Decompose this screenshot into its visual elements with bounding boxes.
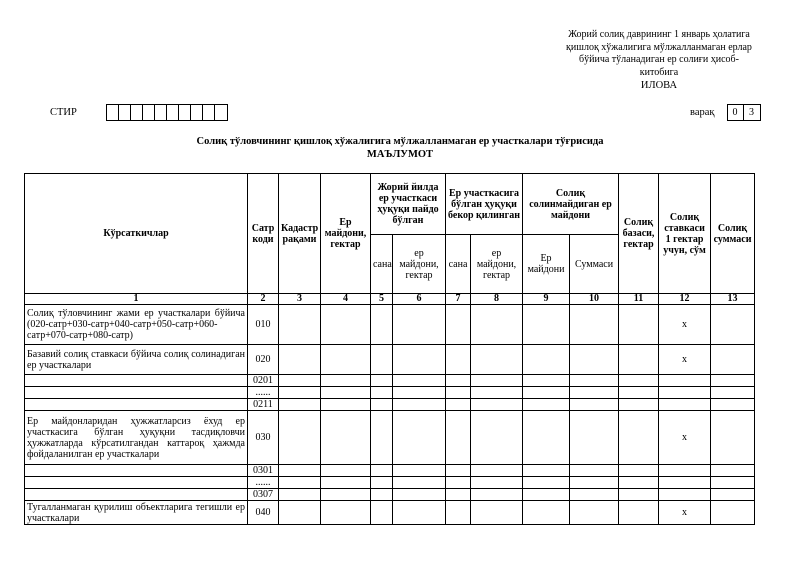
tax-rate-cell[interactable] — [659, 489, 711, 501]
data-cell[interactable] — [393, 465, 446, 477]
row-line-code: 040 — [248, 501, 279, 525]
data-cell[interactable] — [446, 411, 471, 465]
header-tax-base: Солиқ базаси, гектар — [619, 174, 659, 294]
data-cell[interactable] — [446, 345, 471, 375]
stir-digit-boxes[interactable] — [106, 104, 228, 121]
data-cell[interactable] — [570, 399, 619, 411]
title-line-1: Солиқ тўловчининг қишлоқ хўжалигига мўлжалланмаган ер участкалари тўғрисида — [196, 136, 604, 147]
data-cell[interactable] — [523, 501, 570, 525]
data-cell[interactable] — [619, 501, 659, 525]
data-cell[interactable] — [279, 375, 321, 387]
row-description: Тугалланмаган қурилиш объектларига тегишли ер участкалари — [25, 501, 248, 525]
data-cell[interactable] — [711, 375, 755, 387]
data-cell[interactable] — [711, 465, 755, 477]
data-cell[interactable] — [570, 305, 619, 345]
data-cell[interactable] — [371, 375, 393, 387]
data-cell[interactable] — [619, 465, 659, 477]
page-number-boxes — [727, 104, 761, 121]
data-cell[interactable] — [321, 465, 371, 477]
table-row — [25, 399, 755, 411]
data-cell[interactable] — [371, 399, 393, 411]
column-number: 13 — [711, 294, 755, 305]
column-number: 4 — [321, 294, 371, 305]
stir-digit-box[interactable] — [191, 105, 203, 120]
column-numbers-row — [25, 294, 755, 305]
data-cell[interactable] — [371, 501, 393, 525]
data-cell[interactable] — [279, 477, 321, 489]
column-number: 10 — [570, 294, 619, 305]
column-number: 9 — [523, 294, 570, 305]
data-cell[interactable] — [371, 387, 393, 399]
annex-note-line-4: китобига — [639, 66, 679, 78]
data-cell[interactable] — [393, 387, 446, 399]
table-body — [25, 305, 755, 525]
stir-digit-box[interactable] — [155, 105, 167, 120]
annex-label: ИЛОВА — [640, 80, 678, 91]
document-title — [0, 135, 800, 161]
data-cell[interactable] — [619, 489, 659, 501]
header-date: сана — [446, 235, 471, 294]
page-label: варақ — [690, 107, 715, 118]
tax-rate-cell[interactable] — [659, 399, 711, 411]
data-cell[interactable] — [393, 375, 446, 387]
data-cell[interactable] — [393, 501, 446, 525]
stir-digit-box[interactable] — [131, 105, 143, 120]
title-line-2: МАЪЛУМОТ — [366, 149, 434, 160]
row-description — [25, 489, 248, 501]
data-cell[interactable] — [393, 399, 446, 411]
row-description — [25, 387, 248, 399]
row-line-code: ...... — [248, 477, 279, 489]
data-cell[interactable] — [471, 501, 523, 525]
page-number-field — [690, 104, 761, 121]
column-number: 1 — [25, 294, 248, 305]
header-tax-amount: Солиқ суммаси — [711, 174, 755, 294]
stir-digit-box[interactable] — [215, 105, 227, 120]
data-cell[interactable] — [321, 489, 371, 501]
data-cell[interactable] — [321, 387, 371, 399]
row-line-code: 0201 — [248, 375, 279, 387]
data-cell[interactable] — [570, 489, 619, 501]
row-description: Ер майдонларидан ҳужжатларсиз ёхуд ер участкасига бўлган ҳуқуқни тасдиқловчи ҳужжатларда кўрсатилгандан каттароқ ҳажмда фойдаланилган ер участкалари — [25, 411, 248, 465]
header-area-ha: ер майдони, гектар — [471, 235, 523, 294]
data-cell[interactable] — [279, 387, 321, 399]
data-cell[interactable] — [279, 399, 321, 411]
tax-rate-cell[interactable] — [659, 465, 711, 477]
row-line-code: ...... — [248, 387, 279, 399]
data-cell[interactable] — [619, 387, 659, 399]
column-number: 6 — [393, 294, 446, 305]
data-cell[interactable] — [393, 305, 446, 345]
data-cell[interactable] — [279, 465, 321, 477]
data-cell[interactable] — [570, 477, 619, 489]
data-cell[interactable] — [446, 375, 471, 387]
data-cell[interactable] — [279, 501, 321, 525]
data-cell[interactable] — [279, 411, 321, 465]
data-cell[interactable] — [279, 305, 321, 345]
header-exempt-area: Ер майдони — [523, 235, 570, 294]
stir-digit-box[interactable] — [107, 105, 119, 120]
table-row — [25, 489, 755, 501]
data-cell[interactable] — [523, 477, 570, 489]
annex-note-line-2: қишлоқ хўжалигига мўлжалланмаган ерлар — [566, 41, 752, 53]
data-cell[interactable] — [570, 411, 619, 465]
header-cadastral-number: Кадастр рақами — [279, 174, 321, 294]
data-cell[interactable] — [321, 411, 371, 465]
data-cell[interactable] — [523, 399, 570, 411]
page-digit: 3 — [749, 107, 754, 118]
data-cell[interactable] — [523, 375, 570, 387]
stir-field — [50, 104, 228, 121]
tax-rate-cell[interactable] — [659, 387, 711, 399]
row-description — [25, 465, 248, 477]
form-annex-note — [548, 29, 770, 93]
data-cell[interactable] — [446, 477, 471, 489]
header-line-code: Сатр коди — [248, 174, 279, 294]
page-digit: 0 — [728, 105, 744, 120]
data-cell[interactable] — [523, 465, 570, 477]
table-row — [25, 387, 755, 399]
data-cell[interactable] — [393, 345, 446, 375]
table-row — [25, 501, 755, 525]
tax-rate-cell[interactable]: х — [659, 411, 711, 465]
header-tax-rate: Солиқ ставкаси 1 гектар учун, сўм — [659, 174, 711, 294]
data-cell[interactable] — [446, 465, 471, 477]
column-number: 3 — [279, 294, 321, 305]
data-cell[interactable] — [711, 501, 755, 525]
stir-digit-box[interactable] — [143, 105, 155, 120]
data-cell[interactable] — [619, 305, 659, 345]
header-land-area: Ер майдони, гектар — [321, 174, 371, 294]
data-cell[interactable] — [279, 345, 321, 375]
data-cell[interactable] — [711, 411, 755, 465]
data-cell[interactable] — [523, 387, 570, 399]
data-cell[interactable] — [523, 411, 570, 465]
header-exempt-sum: Суммаси — [570, 235, 619, 294]
data-cell[interactable] — [393, 489, 446, 501]
data-cell[interactable] — [570, 501, 619, 525]
data-cell[interactable] — [471, 305, 523, 345]
table-row — [25, 305, 755, 345]
data-cell[interactable] — [446, 399, 471, 411]
table-row — [25, 411, 755, 465]
data-cell[interactable] — [471, 489, 523, 501]
data-cell[interactable] — [711, 489, 755, 501]
data-cell[interactable] — [570, 375, 619, 387]
data-cell[interactable] — [371, 345, 393, 375]
row-line-code: 030 — [248, 411, 279, 465]
column-number: 8 — [471, 294, 523, 305]
row-description: Базавий солиқ ставкаси бўйича солиқ солинадиган ер участкалари — [25, 345, 248, 375]
header-exempt-land: Солиқ солинмайдиган ер майдони — [523, 174, 619, 235]
data-cell[interactable] — [471, 465, 523, 477]
data-cell[interactable] — [471, 375, 523, 387]
stir-digit-box[interactable] — [167, 105, 179, 120]
column-number: 5 — [371, 294, 393, 305]
data-cell[interactable] — [279, 489, 321, 501]
data-cell[interactable] — [321, 375, 371, 387]
data-cell[interactable] — [711, 399, 755, 411]
row-description: Солиқ тўловчининг жами ер участкалари бўйича (020-сатр+030-сатр+040-сатр+050-сатр+060-сатр+070-сатр+080-сатр) — [25, 305, 248, 345]
row-line-code: 0307 — [248, 489, 279, 501]
data-cell[interactable] — [371, 477, 393, 489]
data-cell[interactable] — [446, 387, 471, 399]
data-cell[interactable] — [393, 477, 446, 489]
data-cell[interactable] — [619, 411, 659, 465]
data-cell[interactable] — [321, 477, 371, 489]
data-cell[interactable] — [619, 477, 659, 489]
column-number: 12 — [659, 294, 711, 305]
data-cell[interactable] — [371, 465, 393, 477]
stir-digit-box[interactable] — [179, 105, 191, 120]
table-row — [25, 345, 755, 375]
data-cell[interactable] — [570, 465, 619, 477]
data-cell[interactable] — [619, 375, 659, 387]
data-cell[interactable] — [471, 399, 523, 411]
annex-note-line-1: Жорий солиқ даврининг 1 январь ҳолатига — [568, 29, 750, 40]
data-cell[interactable] — [321, 399, 371, 411]
data-cell[interactable] — [321, 501, 371, 525]
header-indicators: Кўрсаткичлар — [25, 174, 248, 294]
row-line-code: 020 — [248, 345, 279, 375]
header-right-terminated: Ер участкасига бўлган ҳуқуқи бекор қилинган — [446, 174, 523, 235]
data-cell[interactable] — [523, 345, 570, 375]
data-cell[interactable] — [570, 345, 619, 375]
land-plots-table — [24, 173, 755, 525]
data-cell[interactable] — [523, 489, 570, 501]
header-right-acquired: Жорий йилда ер участкаси ҳуқуқи пайдо бўлган — [371, 174, 446, 235]
tax-rate-cell[interactable] — [659, 477, 711, 489]
data-cell[interactable] — [446, 305, 471, 345]
row-line-code: 010 — [248, 305, 279, 345]
data-cell[interactable] — [321, 305, 371, 345]
data-cell[interactable] — [570, 387, 619, 399]
tax-rate-cell[interactable]: х — [659, 345, 711, 375]
column-number: 7 — [446, 294, 471, 305]
data-cell[interactable] — [446, 489, 471, 501]
table-row — [25, 465, 755, 477]
data-cell[interactable] — [321, 345, 371, 375]
row-description — [25, 477, 248, 489]
column-number: 2 — [248, 294, 279, 305]
tax-rate-cell[interactable]: х — [659, 305, 711, 345]
data-cell[interactable] — [471, 411, 523, 465]
header-area-ha: ер майдони, гектар — [393, 235, 446, 294]
data-cell[interactable] — [471, 387, 523, 399]
header-date: сана — [371, 235, 393, 294]
row-line-code: 0301 — [248, 465, 279, 477]
data-cell[interactable] — [371, 411, 393, 465]
data-cell[interactable] — [711, 305, 755, 345]
annex-note-line-3: бўйича тўланадиган ер солиғи ҳисоб- — [579, 54, 739, 65]
data-cell[interactable] — [446, 501, 471, 525]
data-cell[interactable] — [471, 345, 523, 375]
row-description — [25, 399, 248, 411]
tax-rate-cell[interactable]: х — [659, 501, 711, 525]
data-cell[interactable] — [711, 345, 755, 375]
table-row — [25, 375, 755, 387]
row-description — [25, 375, 248, 387]
row-line-code: 0211 — [248, 399, 279, 411]
data-cell[interactable] — [619, 399, 659, 411]
data-cell[interactable] — [471, 477, 523, 489]
stir-label: СТИР — [50, 107, 77, 118]
data-cell[interactable] — [711, 477, 755, 489]
data-cell[interactable] — [393, 411, 446, 465]
table-row — [25, 477, 755, 489]
data-cell[interactable] — [523, 305, 570, 345]
data-cell[interactable] — [371, 489, 393, 501]
data-cell[interactable] — [619, 345, 659, 375]
stir-digit-box[interactable] — [203, 105, 215, 120]
data-cell[interactable] — [371, 305, 393, 345]
stir-digit-box[interactable] — [119, 105, 131, 120]
tax-rate-cell[interactable] — [659, 375, 711, 387]
column-number: 11 — [619, 294, 659, 305]
data-cell[interactable] — [711, 387, 755, 399]
